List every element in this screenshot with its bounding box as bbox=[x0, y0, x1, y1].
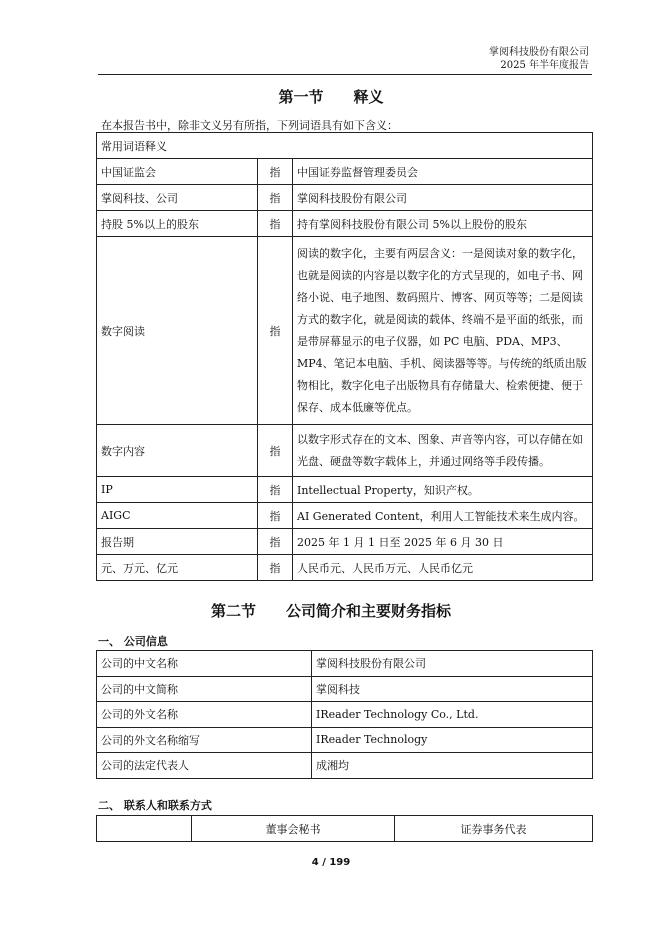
section2-title bbox=[0, 600, 662, 621]
table-row bbox=[97, 727, 593, 753]
contacts-heading: 二、 联系人和联系方式 bbox=[98, 799, 212, 812]
table-row bbox=[97, 159, 593, 185]
ref-cell: 指 bbox=[258, 529, 293, 555]
table-row bbox=[97, 503, 593, 529]
contacts-header-secretary: 董事会秘书 bbox=[192, 816, 395, 842]
definition-cell: 持有掌阅科技股份有限公司 5%以上股份的股东 bbox=[293, 211, 593, 237]
table-row bbox=[97, 702, 593, 728]
ref-cell: 指 bbox=[258, 237, 293, 425]
ref-cell: 指 bbox=[258, 185, 293, 211]
table-row bbox=[97, 237, 593, 425]
glossary-caption: 常用词语释义 bbox=[97, 133, 593, 159]
info-value: 掌阅科技股份有限公司 bbox=[312, 651, 593, 677]
table-row bbox=[97, 651, 593, 677]
definition-cell: Intellectual Property，知识产权。 bbox=[293, 477, 593, 503]
term-cell: AIGC bbox=[97, 503, 258, 529]
page-header bbox=[489, 46, 589, 72]
info-value: 掌阅科技 bbox=[312, 676, 593, 702]
table-row bbox=[97, 555, 593, 581]
table-header-row bbox=[97, 816, 593, 842]
info-value: 成湘均 bbox=[312, 753, 593, 779]
table-row bbox=[97, 211, 593, 237]
ref-cell: 指 bbox=[258, 555, 293, 581]
info-value: IReader Technology Co., Ltd. bbox=[312, 702, 593, 728]
definition-cell: AI Generated Content，利用人工智能技术来生成内容。 bbox=[293, 503, 593, 529]
term-cell: 报告期 bbox=[97, 529, 258, 555]
term-cell: 中国证监会 bbox=[97, 159, 258, 185]
company-info-heading: 一、 公司信息 bbox=[98, 635, 168, 648]
section1-title bbox=[0, 86, 662, 107]
term-cell: IP bbox=[97, 477, 258, 503]
table-row bbox=[97, 185, 593, 211]
contacts-table bbox=[96, 815, 593, 842]
section2-number: 第二节 bbox=[210, 602, 256, 620]
ref-cell: 指 bbox=[258, 159, 293, 185]
info-value: IReader Technology bbox=[312, 727, 593, 753]
section1-number: 第一节 bbox=[278, 88, 324, 106]
header-rule bbox=[98, 74, 592, 75]
glossary-table bbox=[96, 132, 593, 581]
definition-cell: 中国证券监督管理委员会 bbox=[293, 159, 593, 185]
definition-cell: 2025 年 1 月 1 日至 2025 年 6 月 30 日 bbox=[293, 529, 593, 555]
definition-cell: 阅读的数字化，主要有两层含义：一是阅读对象的数字化，也就是阅读的内容是以数字化的方式呈现的，如电子书、网络小说、电子地图、数码照片、博客、网页等等；二是阅读方式的数字化，就是阅读的载体、终端不是平面的纸张，而是带屏幕显示的电子仪器，如 PC 电脑、PDA、MP3、MP4、笔记本电脑、手机、阅读器等等。与传统的纸质出版物相比，数字化电子出版物具有存储量大、检索便捷、便于保存、成本低廉等优点。 bbox=[293, 237, 593, 425]
header-company: 掌阅科技股份有限公司 bbox=[489, 47, 589, 58]
section1-name: 释义 bbox=[353, 88, 384, 106]
term-cell: 掌阅科技、公司 bbox=[97, 185, 258, 211]
table-row bbox=[97, 529, 593, 555]
page-number: 4 / 199 bbox=[311, 857, 351, 868]
term-cell: 持股 5%以上的股东 bbox=[97, 211, 258, 237]
glossary-caption-row bbox=[97, 133, 593, 159]
definition-cell: 掌阅科技股份有限公司 bbox=[293, 185, 593, 211]
term-cell: 数字阅读 bbox=[97, 237, 258, 425]
definition-cell: 以数字形式存在的文本、图象、声音等内容，可以存储在如光盘、硬盘等数字载体上，并通过网络等手段传播。 bbox=[293, 425, 593, 477]
definition-cell: 人民币元、人民币万元、人民币亿元 bbox=[293, 555, 593, 581]
table-row bbox=[97, 753, 593, 779]
ref-cell: 指 bbox=[258, 503, 293, 529]
header-report: 2025 年半年度报告 bbox=[500, 60, 589, 71]
term-cell: 数字内容 bbox=[97, 425, 258, 477]
table-row bbox=[97, 676, 593, 702]
table-row bbox=[97, 425, 593, 477]
contacts-header-rep: 证券事务代表 bbox=[395, 816, 593, 842]
glossary-intro: 在本报告书中，除非文义另有所指，下列词语具有如下含义： bbox=[101, 119, 398, 132]
ref-cell: 指 bbox=[258, 477, 293, 503]
ref-cell: 指 bbox=[258, 211, 293, 237]
contacts-header-blank bbox=[97, 816, 192, 842]
company-info-table bbox=[96, 650, 593, 779]
info-key: 公司的中文名称 bbox=[97, 651, 312, 677]
info-key: 公司的法定代表人 bbox=[97, 753, 312, 779]
table-row bbox=[97, 477, 593, 503]
section2-name: 公司简介和主要财务指标 bbox=[286, 602, 452, 620]
info-key: 公司的中文简称 bbox=[97, 676, 312, 702]
ref-cell: 指 bbox=[258, 425, 293, 477]
info-key: 公司的外文名称 bbox=[97, 702, 312, 728]
term-cell: 元、万元、亿元 bbox=[97, 555, 258, 581]
info-key: 公司的外文名称缩写 bbox=[97, 727, 312, 753]
